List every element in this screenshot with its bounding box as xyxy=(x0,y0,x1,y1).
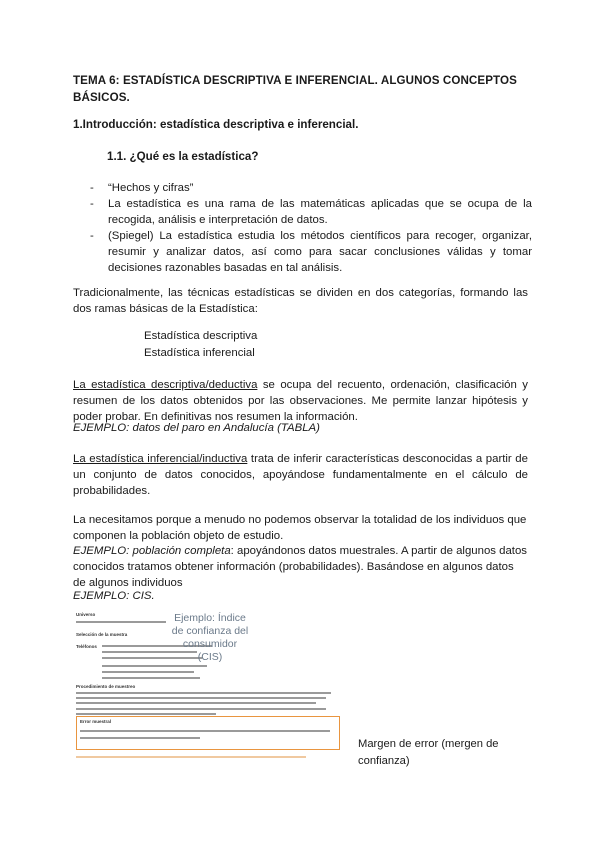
term-inferencial: La estadística inferencial/inductiva xyxy=(73,453,248,465)
list-item: - (Spiegel) La estadística estudia los métodos científicos para recoger, organizar, resumir y analizar datos, así como para sacar conclusiones válidas y tomar decisiones razonables basadas en tal análisis. xyxy=(90,230,532,274)
list-item: - La estadística es una rama de las matemáticas aplicadas que se ocupa de la recogida, análisis e interpretación de datos. xyxy=(90,198,532,226)
figure-label: Selección de la muestra xyxy=(76,632,128,637)
definition-list xyxy=(92,180,532,276)
side-note: Margen de error (mergen de confianza) xyxy=(358,738,499,767)
term-descriptiva: La estadística descriptiva/deductiva xyxy=(73,379,258,391)
figure-label: Procedimiento de muestreo xyxy=(76,684,136,689)
page-title: TEMA 6: ESTADÍSTICA DESCRIPTIVA E INFERENCIAL. ALGUNOS CONCEPTOS BÁSICOS. xyxy=(73,74,517,104)
paragraph-descriptiva: La estadística descriptiva/deductiva se ocupa del recuento, ordenación, clasificación y resumen de los datos obtenidos por las observaciones. Me permite lanzar hipótesis y poder probar. En definitivas nos resumen la información. xyxy=(73,379,528,423)
example-paro: EJEMPLO: datos del paro en Andalucía (TABLA) xyxy=(73,422,320,434)
example-cis: EJEMPLO: CIS. xyxy=(73,590,155,602)
figure-label: Error muestral xyxy=(80,719,112,724)
paragraph-tradicionalmente: Tradicionalmente, las técnicas estadísticas se dividen en dos categorías, formando las dos ramas básicas de la Estadística: xyxy=(73,287,528,315)
paragraph-necesitamos: La necesitamos porque a menudo no podemos observar la totalidad de los individuos que componen la población objeto de estudio. xyxy=(73,514,527,542)
bullet-marker: - xyxy=(90,230,94,242)
list-item: - “Hechos y cifras” xyxy=(90,182,194,194)
paragraph-ejemplo-poblacion: EJEMPLO: población completa: apoyándonos datos muestrales. A partir de algunos datos conocidos tratamos obtener información (probabilidades). Basándose en algunos datos de algunos individuos xyxy=(73,545,528,589)
bullet-marker: - xyxy=(90,198,94,210)
subsection-heading: 1.1. ¿Qué es la estadística? xyxy=(107,150,259,163)
paragraph-inferencial: La estadística inferencial/inductiva trata de inferir características desconocidas a partir de un conjunto de datos conocidos, apoyándose fundamentalmente en el cálculo de probabilidades. xyxy=(73,453,528,497)
figure-label: Teléfonos xyxy=(76,644,97,649)
bullet-marker: - xyxy=(90,182,94,194)
category-descriptiva: Estadística descriptiva xyxy=(144,330,258,342)
section-heading: 1.Introducción: estadística descriptiva e inferencial. xyxy=(73,118,359,131)
figure-label: Universo xyxy=(76,612,96,617)
category-inferencial: Estadística inferencial xyxy=(144,347,255,359)
example-label: EJEMPLO: población completa xyxy=(73,545,231,557)
categories-list xyxy=(144,328,257,362)
figure-caption: Ejemplo: Índice de confianza del consumidor (CIS) xyxy=(171,612,249,663)
error-box xyxy=(76,716,340,750)
